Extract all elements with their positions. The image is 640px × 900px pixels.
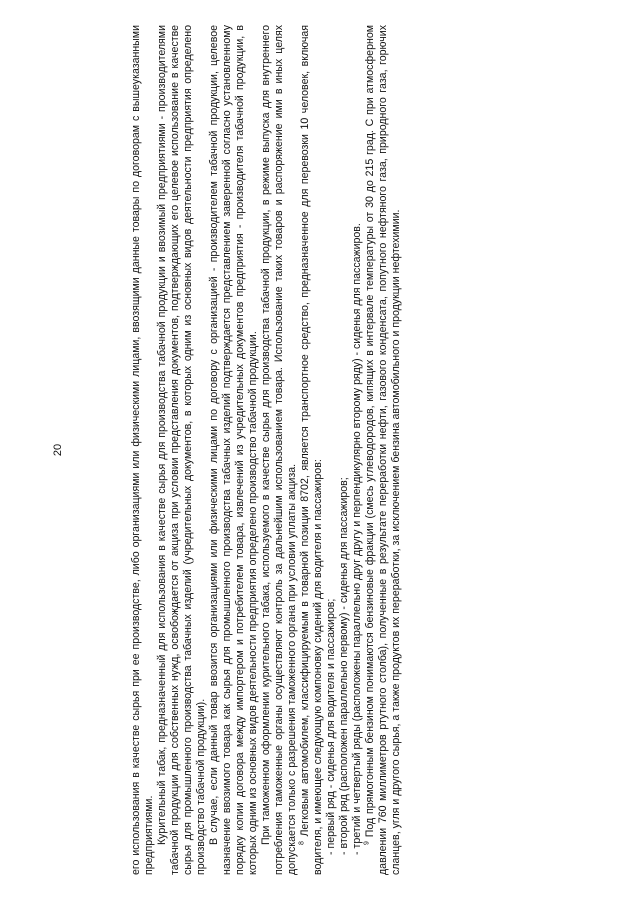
paragraph: В случае, если данный товар ввозится организациями или физическими лицами по договору с организацией - производителем табачной продукции, целевое назначение ввозимого товара как сырья для промышленного производства табачных изделий подтверждается представлением заверенной согласно установленному порядку копии договора между импортером и потребителем товара, извлечений из учредительных документов предприятия - производителя табачной продукции, в которых одним из основных видов деятельности предприятия определено производство табачной продукции.	[208, 25, 259, 875]
paragraph: его использования в качестве сырья при ее производстве, либо организациями или физическими лицами, ввозящими данные товары по договорам с вышеуказанными предприятиями.	[130, 25, 155, 875]
footnote-9	[364, 25, 403, 875]
footnote-8	[299, 25, 325, 875]
footnote-mark: 9	[363, 841, 371, 845]
paragraph: При таможенном оформлении курительного табака, используемого в качестве сырья для производства табачной продукции, в режиме выпуска для внутреннего потребления таможенные органы осуществляют контроль за дальнейшим использованием товара. Использование таких товаров и распоряжение ими в иных целях допускается только с разрешения таможенного органа при условии уплаты акциза.	[260, 25, 298, 875]
page-number: 20	[52, 443, 64, 457]
list-item: - второй ряд (расположен параллельно первому) - сиденья для пассажиров;	[338, 477, 350, 855]
rotated-page-content	[52, 25, 510, 875]
paragraph: Курительный табак, предназначенный для использования в качестве сырья для производства табачной продукции и ввозимый предприятиями - производителями табачной продукции для собственных нужд, освобождается от акциза при условии представления документов, подтверждающих его целевое использование в качестве сырья для промышленного производства табачных изделий (учредительных документов, в которых одним из основных видов деятельности предприятия определено производство табачной продукции).	[156, 25, 207, 875]
footnote-text: Под прямогонным бензином понимаются бензиновые фракции (смесь углеводородов, кипящих в интервале температуры от 30 до 215 град. С при атмосферном давлении 760 миллиметров ртутного столба), полученные в результате переработки нефти, газового конденсата, попутного нефтяного газа, природного газа, горючих сланцев, угля и другого сырья, а также продуктов их переработки, за исключением бензина автомобильного и продукции нефтехимии.	[364, 25, 402, 875]
footnote-mark: 8	[298, 841, 306, 845]
footnote-text: Легковым автомобилем, классифицируемым в товарной позиции 8702, является транспортное средство, предназначенное для перевозки 10 человек, включая водителя, и имеющее следующую компоновку сидений для водителя и пассажиров:	[299, 25, 324, 875]
body-text	[130, 25, 403, 875]
list-item: - первый ряд - сиденья для водителя и пассажиров;	[325, 598, 337, 855]
list-item: - третий и четвертый ряды (расположены параллельно друг другу и перпендикулярно второму ряду) - сиденья для пассажиров.	[351, 223, 363, 855]
